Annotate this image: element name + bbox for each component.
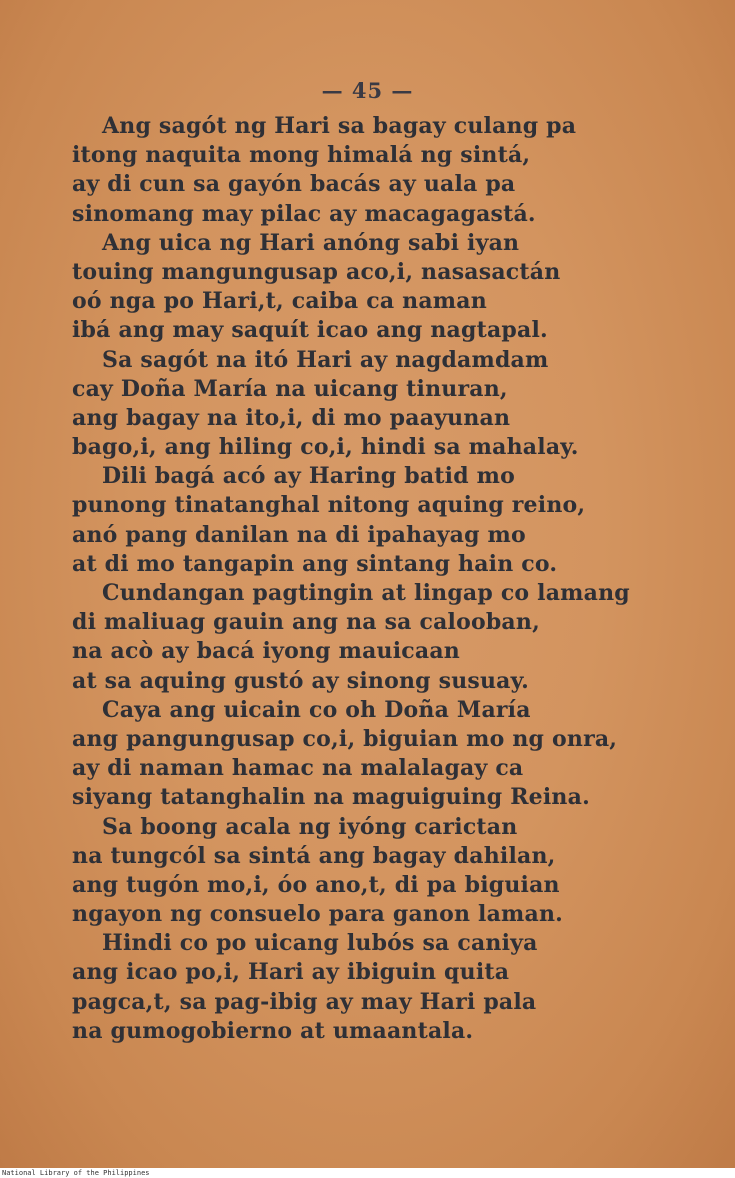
verse-line: pagca,t, sa pag-ibig ay may Hari pala [72, 988, 537, 1015]
verse-line: at di mo tangapin ang sintang hain co. [72, 550, 558, 577]
verse-line: ibá ang may saquít icao ang nagtapal. [72, 317, 548, 344]
verse-line: Ang uica ng Hari anóng sabi iyan [102, 229, 520, 256]
verse-line: siyang tatanghalin na maguiguing Reina. [72, 784, 590, 811]
poem-body [72, 112, 712, 1046]
verse-line: ay di cun sa gayón bacás ay uala pa [72, 171, 516, 198]
stanza-4 [72, 462, 712, 579]
verse-line: oó nga po Hari,t, caiba ca naman [72, 288, 487, 315]
verse-line: bago,i, ang hiling co,i, hindi sa mahalay. [72, 434, 579, 461]
verse-line: ang pangungusap co,i, biguian mo ng onra, [72, 725, 618, 752]
verse-line: cay Doña María na uicang tinuran, [72, 375, 508, 402]
verse-line: sinomang may pilac ay macagagastá. [72, 200, 536, 227]
verse-line: Caya ang uicain co oh Doña María [102, 696, 531, 723]
verse-line: touing mangungusap aco,i, nasasactán [72, 258, 561, 285]
verse-line: Hindi co po uicang lubós sa caniya [102, 930, 538, 957]
verse-line: Ang sagót ng Hari sa bagay culang pa [102, 113, 577, 139]
verse-line: at sa aquing gustó ay sinong susuay. [72, 667, 529, 694]
verse-line: ang icao po,i, Hari ay ibiguin quita [72, 959, 510, 986]
verse-line: itong naquita mong himalá ng sintá, [72, 142, 531, 169]
stanza-7 [72, 813, 712, 930]
page-number: — 45 — [321, 78, 414, 103]
stanza-1 [72, 112, 712, 229]
verse-line: di maliuag gauin ang na sa calooban, [72, 609, 540, 636]
stanza-8 [72, 929, 712, 1046]
verse-line: na gumogobierno at umaantala. [72, 1017, 474, 1044]
stanza-5 [72, 579, 712, 696]
stanza-6 [72, 696, 712, 813]
stanza-2 [72, 229, 712, 346]
stanza-3 [72, 346, 712, 463]
verse-line: ang bagay na ito,i, di mo paayunan [72, 404, 511, 431]
verse-line: anó pang danilan na di ipahayag mo [72, 521, 526, 548]
verse-line: ang tugón mo,i, óo ano,t, di pa biguian [72, 871, 560, 898]
verse-line: Sa sagót na itó Hari ay nagdamdam [102, 346, 549, 373]
verse-line: na tungcól sa sintá ang bagay dahilan, [72, 842, 556, 869]
footer-strip [0, 1168, 735, 1178]
verse-line: Dili bagá acó ay Haring batid mo [102, 463, 516, 490]
library-credit: National Library of the Philippines [2, 1169, 150, 1177]
verse-line: Cundangan pagtingin at lingap co lamang [102, 580, 630, 606]
verse-line: ngayon ng consuelo para ganon laman. [72, 901, 564, 928]
verse-line: ay di naman hamac na malalagay ca [72, 755, 524, 782]
verse-line: na acò ay bacá iyong mauicaan [72, 638, 460, 665]
verse-line: punong tinatanghal nitong aquing reino, [72, 492, 586, 519]
verse-line: Sa boong acala ng iyóng carictan [102, 813, 518, 840]
